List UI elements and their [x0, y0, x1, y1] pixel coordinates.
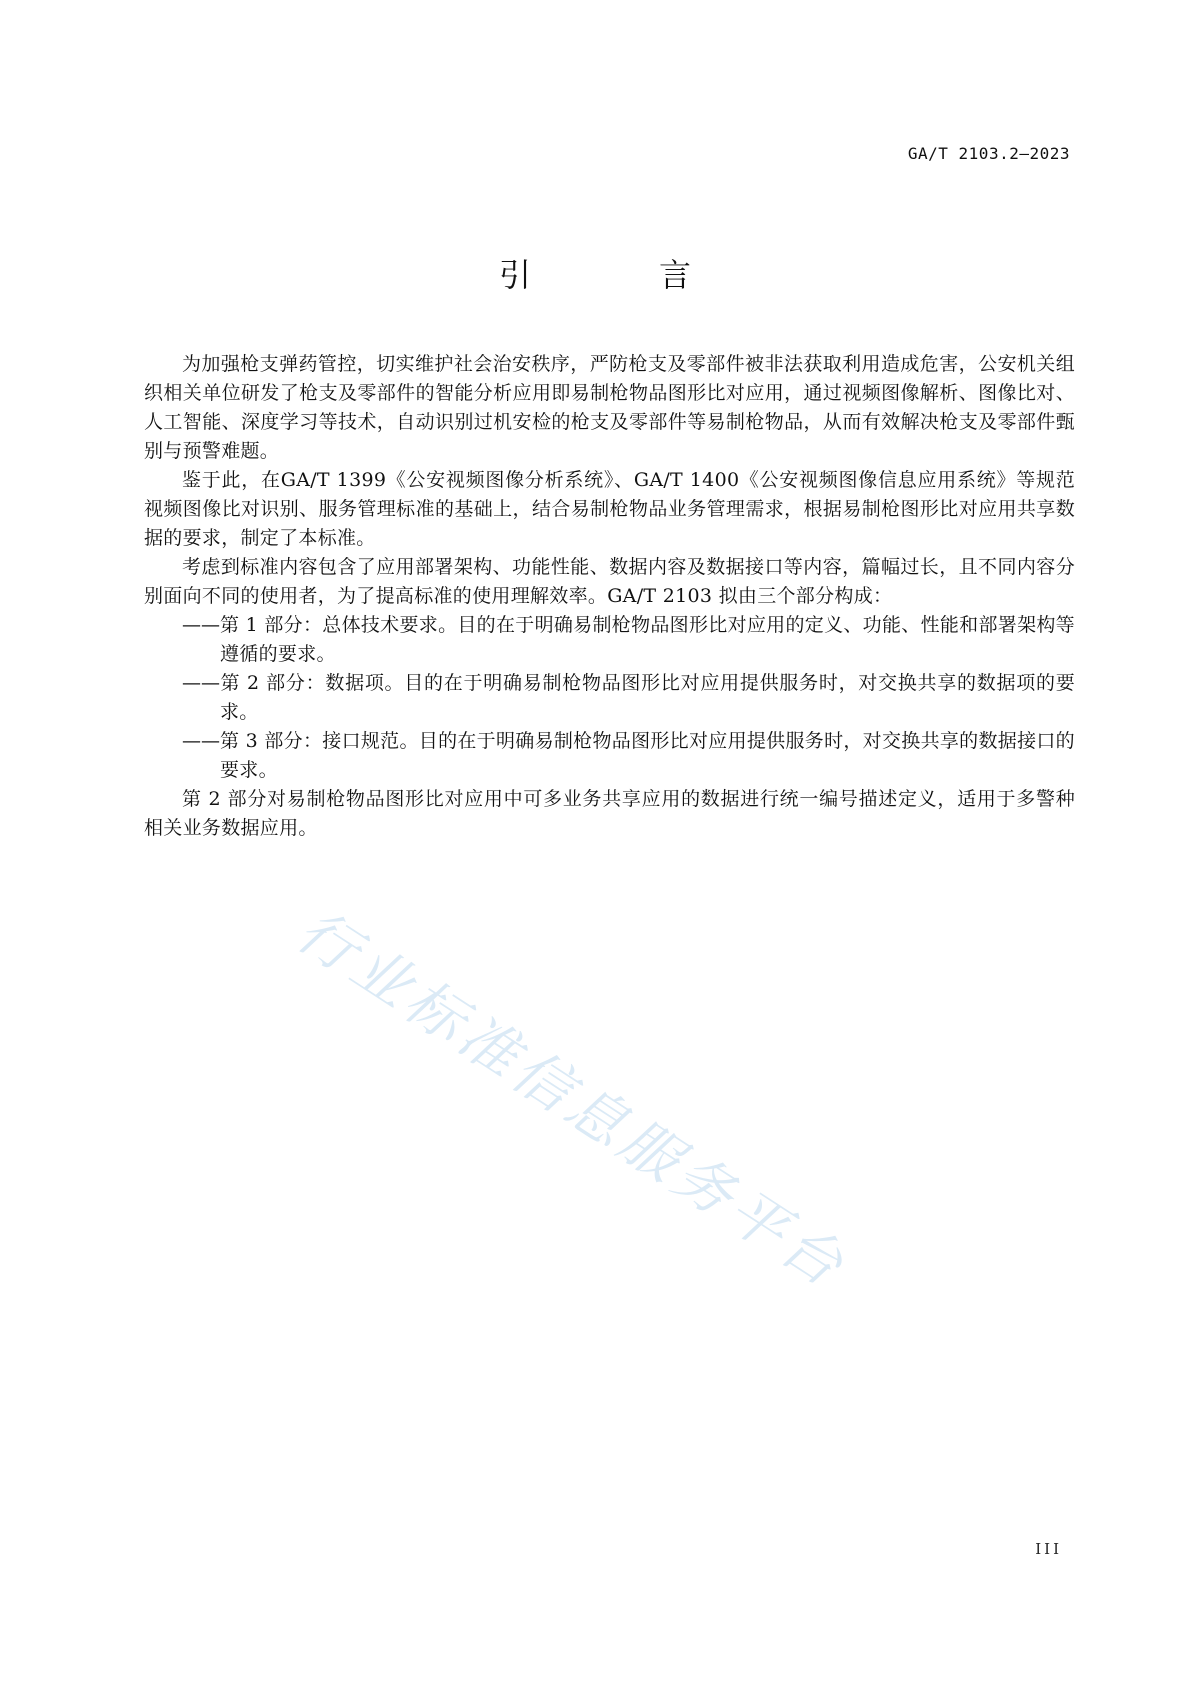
dash-marker: —— [182, 614, 220, 636]
paragraph-basis: 鉴于此，在GA/T 1399《公安视频图像分析系统》、GA/T 1400《公安视频图像信息应用系统》等规范视频图像比对识别、服务管理标准的基础上，结合易制枪物品业务管理需求，根据易制枪图形比对应用共享数据的要求，制定了本标准。 [144, 469, 1075, 549]
paragraph-structure: 考虑到标准内容包含了应用部署架构、功能性能、数据内容及数据接口等内容，篇幅过长，且不同内容分别面向不同的使用者，为了提高标准的使用理解效率。GA/T 2103 拟由三个部分构成： [144, 556, 1075, 607]
page-number: III [1035, 1540, 1062, 1558]
dash-marker: —— [182, 672, 220, 694]
dash-marker: —— [182, 730, 220, 752]
document-code: GA/T 2103.2—2023 [907, 144, 1070, 163]
document-body [144, 350, 1075, 843]
paragraph-background: 为加强枪支弹药管控，切实维护社会治安秩序，严防枪支及零部件被非法获取利用造成危害，公安机关组织相关单位研发了枪支及零部件的智能分析应用即易制枪物品图形比对应用，通过视频图像解析、图像比对、人工智能、深度学习等技术，自动识别过机安检的枪支及零部件等易制枪物品，从而有效解决枪支及零部件甄别与预警难题。 [144, 353, 1075, 462]
paragraph-scope: 第 2 部分对易制枪物品图形比对应用中可多业务共享应用的数据进行统一编号描述定义，适用于多警种相关业务数据应用。 [144, 788, 1075, 839]
list-item-text: 第 2 部分：数据项。目的在于明确易制枪物品图形比对应用提供服务时，对交换共享的数据项的要求。 [220, 672, 1075, 723]
list-item-part3 [144, 727, 1075, 785]
page-title: 引 言 [498, 256, 739, 294]
list-item-part1 [144, 611, 1075, 669]
watermark-text: 行业标准信息服务平台 [285, 896, 860, 1302]
list-item-text: 第 3 部分：接口规范。目的在于明确易制枪物品图形比对应用提供服务时，对交换共享的数据接口的要求。 [220, 730, 1075, 781]
list-item-text: 第 1 部分：总体技术要求。目的在于明确易制枪物品图形比对应用的定义、功能、性能和部署架构等遵循的要求。 [220, 614, 1075, 665]
list-item-part2 [144, 669, 1075, 727]
